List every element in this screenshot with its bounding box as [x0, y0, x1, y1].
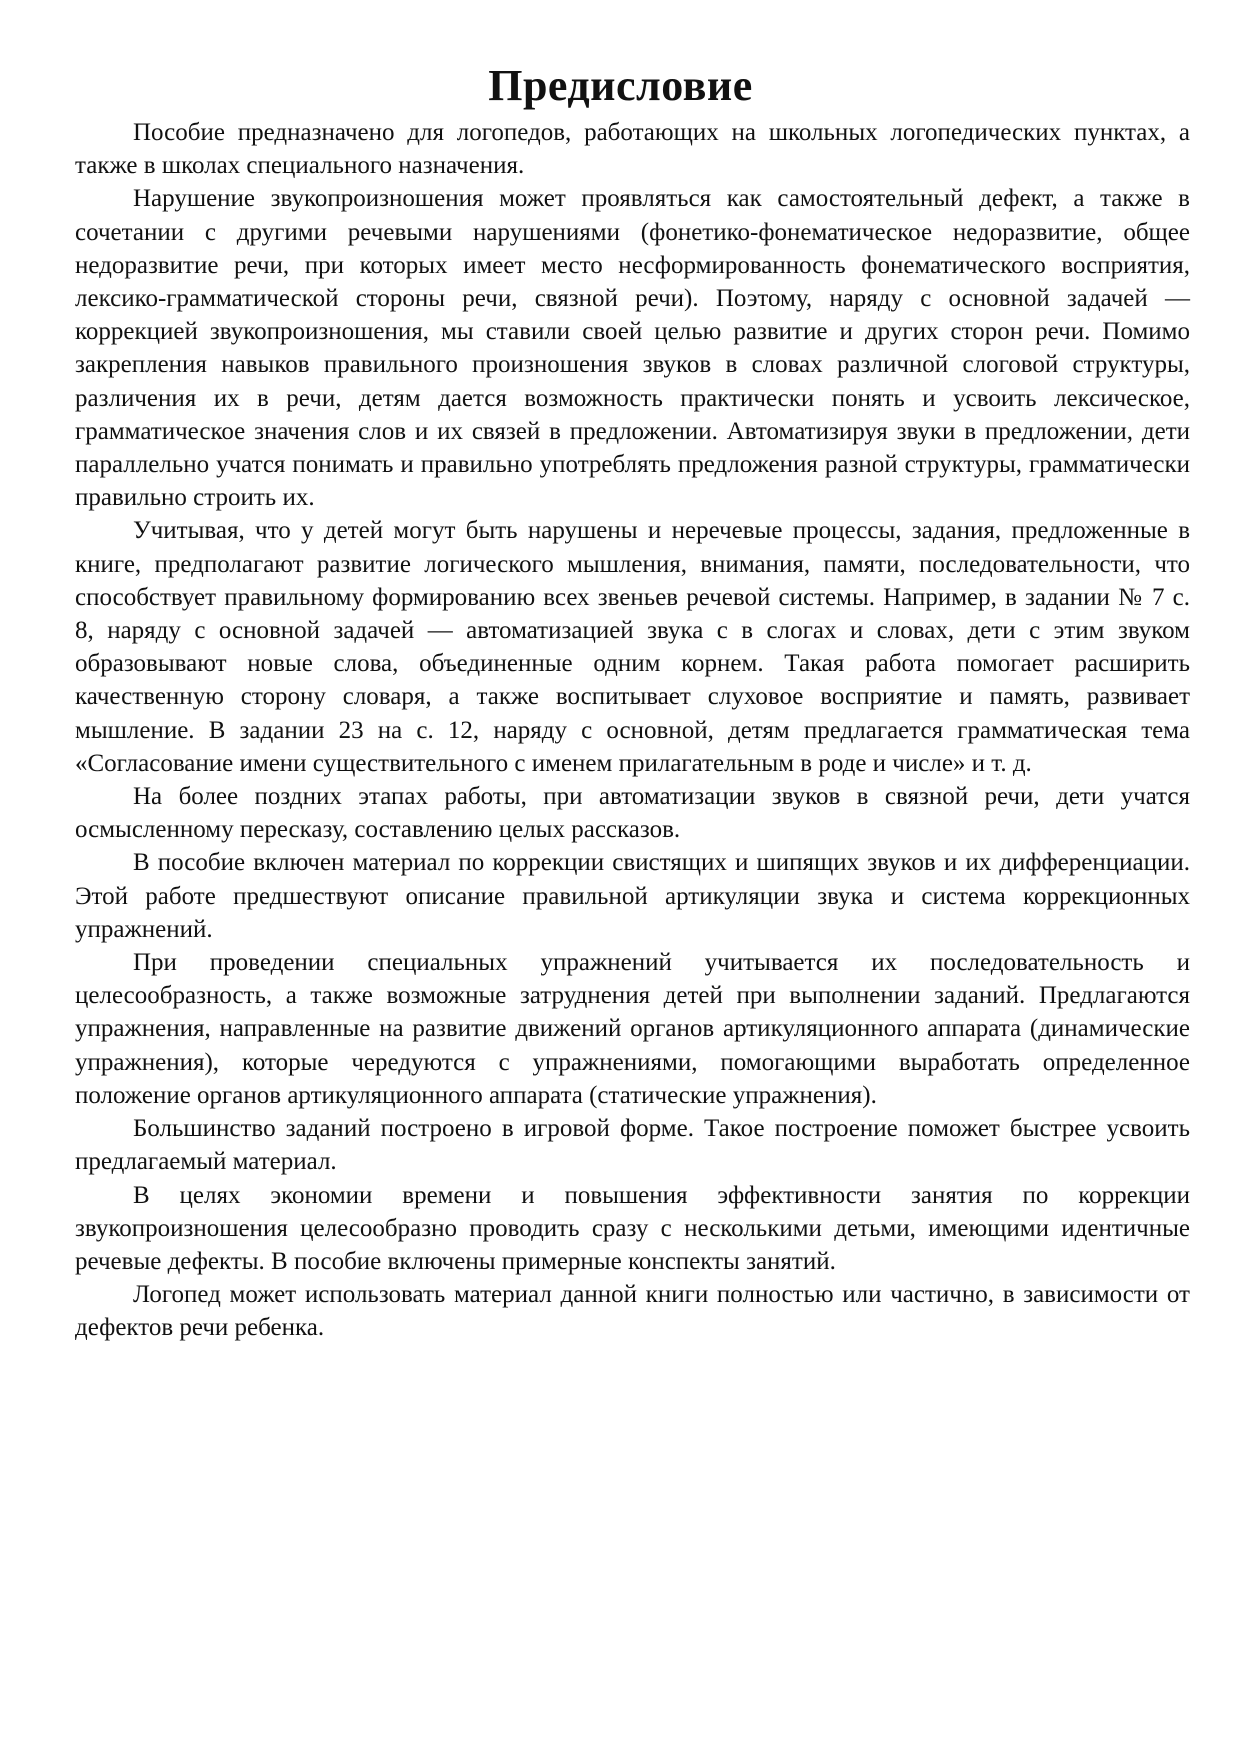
paragraph: Нарушение звукопроизношения может проявляться как самостоятельный дефект, а также в сочетании с другими речевыми нарушениями (фонетико-фонематическое недоразвитие, общее недоразвитие речи, при которых имеет место несформированность фонематического восприятия, лексико-грамматической стороны речи, связной речи). Поэтому, наряду с основной задачей — коррекцией звукопроизношения, мы ставили своей целью развитие и других сторон речи. Помимо закрепления навыков правильного произношения звуков в словах различной слоговой структуры, различения их в речи, детям дается возможность практически понять и усвоить лексическое, грамматическое значения слов и их связей в предложении. Автоматизируя звуки в предложении, дети параллельно учатся понимать и правильно употреблять предложения разной структуры, грамматически правильно строить их.	[75, 185, 1190, 512]
paragraph: Большинство заданий построено в игровой форме. Такое построение поможет быстрее усвоить предлагаемый материал.	[75, 1115, 1190, 1176]
paragraph: Логопед может использовать материал данной книги полностью или частично, в зависимости от дефектов речи ребенка.	[75, 1281, 1190, 1342]
paragraph: В пособие включен материал по коррекции свистящих и шипящих звуков и их дифференциации. Этой работе предшествуют описание правильной артикуляции звука и система коррекционных упражнений.	[75, 849, 1190, 943]
paragraph: Пособие предназначено для логопедов, работающих на школьных логопедических пунктах, а также в школах специального назначения.	[75, 119, 1190, 180]
paragraph: В целях экономии времени и повышения эффективности занятия по коррекции звукопроизношения целесообразно проводить сразу с несколькими детьми, имеющими идентичные речевые дефекты. В пособие включены примерные конспекты занятий.	[75, 1181, 1190, 1275]
page-title: Предисловие	[488, 61, 753, 110]
paragraph: Учитывая, что у детей могут быть нарушены и неречевые процессы, задания, предложенные в книге, предполагают развитие логического мышления, внимания, памяти, последовательности, что способствует правильному формированию всех звеньев речевой системы. Например, в задании № 7 с. 8, наряду с основной задачей — автоматизацией звука с в слогах и словах, дети с этим звуком образовывают новые слова, объединенные одним корнем. Такая работа помогает расширить качественную сторону словаря, а также воспитывает слуховое восприятие и память, развивает мышление. В задании 23 на с. 12, наряду с основной, детям предлагается грамматическая тема «Согласование имени существительного с именем прилагательным в роде и числе» и т. д.	[75, 517, 1190, 777]
paragraph: На более поздних этапах работы, при автоматизации звуков в связной речи, дети учатся осмысленному пересказу, составлению целых рассказов.	[75, 783, 1190, 844]
paragraph: При проведении специальных упражнений учитывается их последовательность и целесообразность, а также возможные затруднения детей при выполнении заданий. Предлагаются упражнения, направленные на развитие движений органов артикуляционного аппарата (динамические упражнения), которые чередуются с упражнениями, помогающими выработать определенное положение органов артикуляционного аппарата (статические упражнения).	[75, 949, 1190, 1109]
body-text	[75, 116, 1190, 1345]
